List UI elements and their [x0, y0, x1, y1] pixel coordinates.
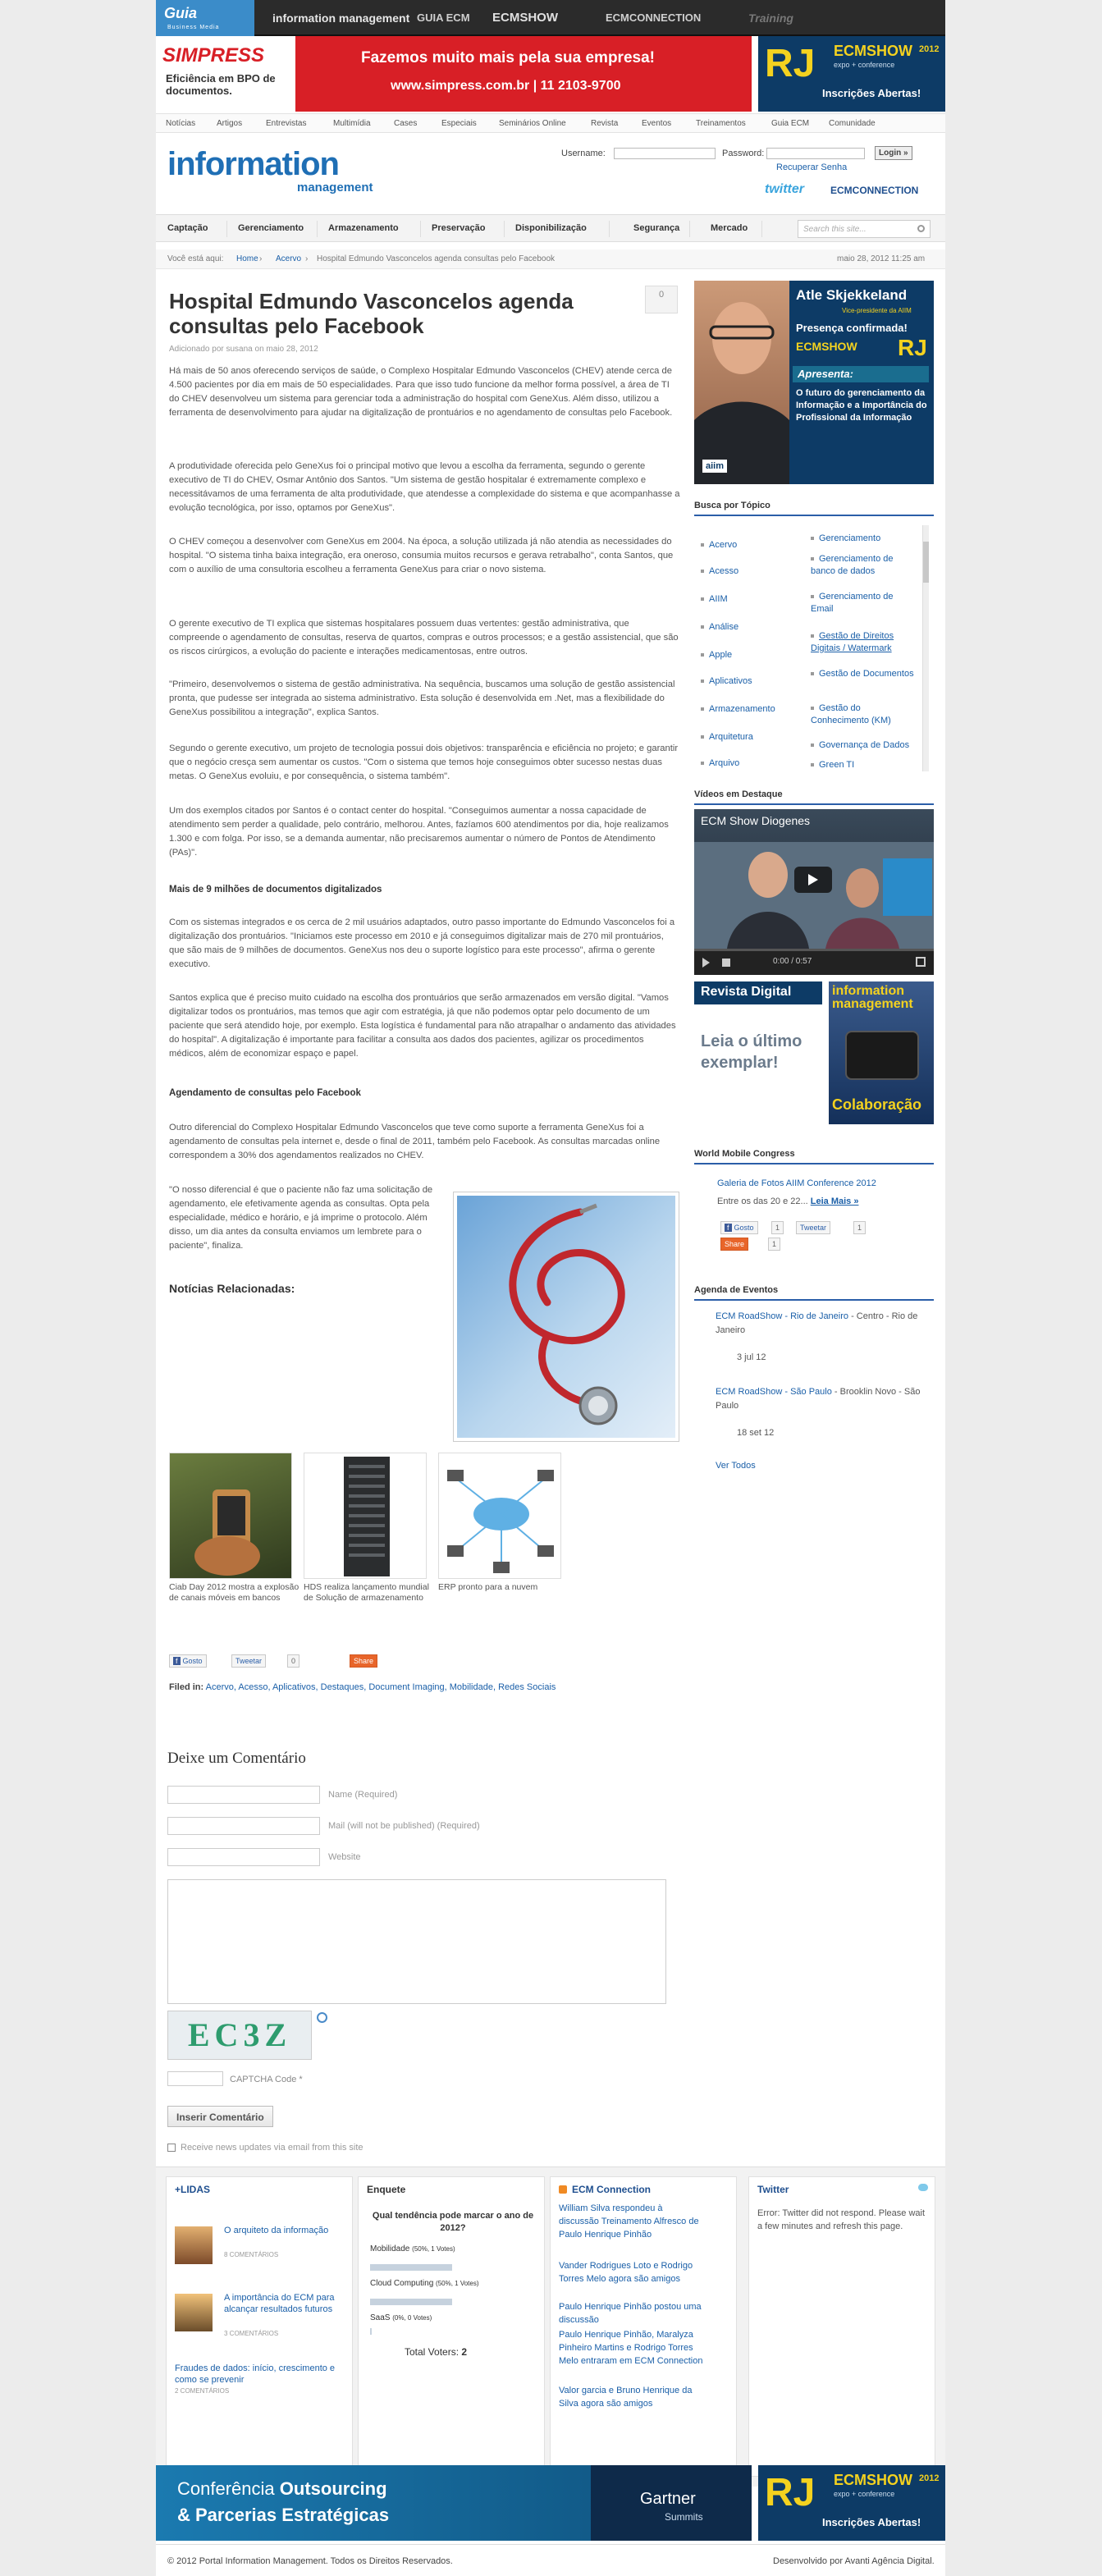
comment-website-input[interactable]	[167, 1848, 320, 1866]
gartner-logo: Gartner	[640, 2490, 696, 2508]
comment-mail-input[interactable]	[167, 1817, 320, 1835]
most-read-thumb[interactable]	[175, 2226, 213, 2264]
ecm-activity[interactable]: Vander Rodrigues Loto e Rodrigo Torres Melo agora são amigos	[559, 2261, 693, 2284]
most-read-thumb[interactable]	[175, 2294, 213, 2331]
breadcrumb-acervo[interactable]: Acervo	[276, 254, 302, 263]
most-read-link[interactable]: Fraudes de dados: início, crescimento e como se prevenir	[175, 2363, 336, 2385]
wmc-share-count: 1	[768, 1238, 780, 1251]
filed-label: Filed in:	[169, 1682, 204, 1692]
comment-name-input[interactable]	[167, 1786, 320, 1804]
topnav-multimidia[interactable]: Multimídia	[333, 119, 371, 128]
ad-apresenta: Apresenta:	[793, 366, 929, 382]
poll-title: Enquete	[367, 2184, 406, 2195]
simpress-brand: SIMPRESS	[162, 44, 265, 66]
ecm-connection-title[interactable]: ECM Connection	[572, 2184, 651, 2195]
site-logo-sub: management	[297, 181, 373, 194]
ecm-connection-box	[550, 2176, 737, 2477]
ecmshow-text: ECMSHOW	[834, 43, 912, 59]
captcha-input[interactable]	[167, 2071, 223, 2086]
article-paragraph: O CHEV começou a desenvolver com GeneXus em 2004. Na época, a solução utilizada já não atendia as necessidades do hospital. "O sistema tinha baixa integração, era oneroso, consumia muitos recursos e gerava retrabalho", conta Santos, que com o auxílio de uma consultoria escolheu a ferramenta GeneXus para criar o novo sistema.	[169, 537, 674, 574]
comment-website-label: Website	[328, 1852, 361, 1862]
twitter-logo[interactable]: twitter	[765, 182, 804, 196]
banner-line1: Conferência Outsourcing	[177, 2478, 387, 2499]
ecm-activity[interactable]: Valor garcia e Bruno Henrique da Silva agora são amigos	[559, 2386, 693, 2409]
password-input[interactable]	[766, 148, 865, 159]
tablet-image	[845, 1031, 919, 1080]
wmc-share[interactable]: Share	[720, 1238, 748, 1251]
article-paragraph: O gerente executivo de TI explica que sistemas hospitalares possuem duas vertentes: gestão administrativa, que compreende o agendamento de consultas, reserva de quartos, compras e outros processos; e a gestão assistencial, que são os riscos cirúrgicos, a evolução do paciente e interações medicamentosas, entre outros.	[169, 619, 679, 657]
nav-armazenamento[interactable]: Armazenamento	[328, 223, 399, 233]
topics-heading: Busca por Tópico	[694, 501, 934, 516]
breadcrumb-prefix: Você está aqui:	[167, 254, 224, 263]
video-controls	[694, 949, 934, 975]
nav-gerenciamento[interactable]: Gerenciamento	[238, 223, 304, 233]
related-caption[interactable]: HDS realiza lançamento mundial de Solução de armazenamento	[304, 1582, 429, 1603]
related-title: Notícias Relacionadas:	[169, 1282, 295, 1295]
article-paragraph: Um dos exemplos citados por Santos é o contact center do hospital. "Conseguimos aumentar a nossa capacidade de atendimento sem perder a qualidade, pelo contrário, melhorou. Antes, fazíamos 600 atendimentos por dia, hoje realizamos 1.300 e com folga. Por isso, se a demanda aumentar, não precisaremos aumentar o número de Pontos de Atendimento (PAs)".	[169, 806, 669, 858]
server-rack-image	[304, 1453, 428, 1580]
wmc-link[interactable]: Galeria de Fotos AIIM Conference 2012	[717, 1178, 876, 1188]
topic-link[interactable]: Gestão de Direitos Digitais / Watermark	[811, 631, 894, 653]
wmc-more-link[interactable]: Leia Mais »	[810, 1196, 859, 1206]
agenda-date: 3 jul 12	[737, 1352, 766, 1362]
videos-heading: Vídeos em Destaque	[694, 789, 934, 805]
video-title[interactable]: ECM Show Diogenes	[701, 814, 811, 827]
ecm-activity[interactable]: Paulo Henrique Pinhão postou uma discussão	[559, 2302, 702, 2325]
year-text: 2012	[919, 2473, 940, 2483]
poll-total: Total Voters: 2	[405, 2346, 468, 2358]
speaker-portrait	[694, 281, 789, 484]
volume-icon[interactable]	[722, 959, 730, 967]
rj-text: RJ	[765, 42, 816, 85]
breadcrumb: Você está aqui: Home › Acervo › Hospital Edmundo Vasconcelos agenda consultas pelo Facebook maio 28, 2012 11:25 am	[156, 249, 945, 269]
share-button[interactable]: Share	[350, 1654, 377, 1668]
topic-link[interactable]: Governança de Dados	[811, 740, 916, 750]
wmc-like-count: 1	[771, 1221, 784, 1234]
article-paragraph: Outro diferencial do Complexo Hospitalar Edmundo Vasconcelos que teve como suporte a ferramenta GeneXus foi a agendamento de consultas pela internet e, desde o final de 2011, também pelo Facebook. As consultas marcadas online correspondem a 30% dos agendamentos realizados no CHEV.	[169, 1123, 661, 1160]
topic-link[interactable]: Gestão do Conhecimento (KM)	[811, 703, 891, 725]
nav-disponibilizacao[interactable]: Disponibilização	[515, 223, 587, 233]
fullscreen-icon[interactable]	[916, 957, 926, 967]
agenda-item: ECM RoadShow - São Paulo - Brooklin Novo - São Paulo	[716, 1387, 921, 1411]
topnav-guia-ecm[interactable]: Guia ECM	[771, 119, 810, 128]
poll-option: SaaS (0%, 0 Votes)	[370, 2313, 432, 2322]
agenda-all-link[interactable]: Ver Todos	[716, 1461, 756, 1471]
twitter-error: Error: Twitter did not respond. Please wait a few minutes and refresh this page.	[757, 2208, 926, 2231]
comment-count-badge[interactable]: 0	[645, 286, 678, 313]
twitter-bird-icon	[918, 2184, 928, 2191]
username-label: Username:	[561, 149, 606, 158]
topnav-comunidade[interactable]: Comunidade	[829, 119, 876, 128]
nav-mercado[interactable]: Mercado	[711, 223, 748, 233]
refresh-captcha-icon[interactable]	[317, 2012, 327, 2023]
topic-link[interactable]: Arquitetura	[701, 732, 753, 742]
ad-rj: RJ	[898, 335, 927, 360]
most-read-meta: 8 COMENTÁRIOS	[224, 2251, 279, 2258]
expo-text: expo + conference	[834, 61, 895, 69]
wmc-text: Entre os das 20 e 22... Leia Mais »	[717, 1196, 859, 1206]
comment-textarea[interactable]	[167, 1879, 666, 2004]
cloud-network-image	[439, 1453, 562, 1580]
rj-cta: Inscrições Abertas!	[822, 87, 921, 99]
article-title: Hospital Edmundo Vasconcelos agenda consultas pelo Facebook	[169, 289, 574, 338]
related-thumbnail[interactable]	[169, 1453, 292, 1579]
agenda-date: 18 set 12	[737, 1428, 775, 1438]
most-read-box	[166, 2176, 353, 2477]
article-paragraph: Segundo o gerente executivo, um projeto de tecnologia possui dois objetivos: transparência e eficiência no projeto; e garantir que o negócio cresça sem aumentar os custos. "Com o sistema que temos hoje conseguimos obter sucesso nestas duas metas. O GeneXus evoluiu, e por consequência, o sistema também".	[169, 744, 679, 781]
ecmconnection-logo[interactable]: ECMCONNECTION	[830, 185, 919, 196]
topic-link[interactable]: Aplicativos	[701, 676, 752, 686]
developer-credit[interactable]: Desenvolvido por Avanti Agência Digital.	[773, 2556, 935, 2566]
poll-bar	[370, 2299, 452, 2305]
stethoscope-illustration	[457, 1196, 675, 1438]
revista-text: Leia o último exemplar!	[701, 1032, 802, 1072]
topnav-entrevistas[interactable]: Entrevistas	[266, 119, 307, 128]
search-input[interactable]: Search this site...	[798, 220, 931, 238]
filed-tags[interactable]: Acervo, Acesso, Aplicativos, Destaques, Document Imaging, Mobilidade, Redes Sociais	[205, 1682, 556, 1692]
network-training[interactable]: Training	[748, 11, 793, 25]
submit-comment-button[interactable]: Inserir Comentário	[167, 2106, 273, 2127]
filed-in	[169, 1682, 556, 1692]
captcha-label: CAPTCHA Code *	[230, 2075, 303, 2084]
related-thumbnail[interactable]	[438, 1453, 561, 1579]
video-time: 0:00 / 0:57	[773, 957, 812, 966]
top-nav	[156, 113, 945, 133]
password-label: Password:	[722, 149, 765, 158]
topic-link[interactable]: Apple	[701, 650, 732, 660]
ad-ecmshow: ECMSHOW	[796, 340, 857, 353]
topnav-artigos[interactable]: Artigos	[217, 119, 243, 128]
related-thumbnail[interactable]	[304, 1453, 427, 1579]
ad-speaker-name: Atle Skjekkeland	[796, 287, 908, 303]
comment-name-label: Name (Required)	[328, 1790, 398, 1800]
topnav-seminarios[interactable]: Seminários Online	[499, 119, 566, 128]
login-button[interactable]: Login »	[875, 146, 912, 160]
ecmshow-rj-banner-bottom[interactable]	[758, 2465, 945, 2541]
article-paragraph: "O nosso diferencial é que o paciente não faz uma solicitação de agendamento, ele efetivamente agenda as consultas. Opta pela especialidade, médico e horário, e já imprime o protocolo. Além disso, um dia antes da consulta enviamos um lembrete para o paciente", finaliza.	[169, 1185, 433, 1251]
notify-checkbox[interactable]	[167, 2144, 176, 2152]
network-ecmshow[interactable]: ECMSHOW	[492, 11, 558, 25]
most-read-title: +LIDAS	[175, 2184, 211, 2195]
site-logo[interactable]: information	[167, 146, 339, 182]
topnav-eventos[interactable]: Eventos	[642, 119, 672, 128]
speaker-photo	[694, 281, 789, 484]
topic-link[interactable]: Gestão de Documentos	[811, 668, 916, 680]
ad-speaker-role: Vice-presidente da AIIM	[842, 307, 912, 314]
topic-link[interactable]: Arquivo	[701, 758, 739, 768]
play-icon[interactable]	[702, 958, 710, 968]
simpress-tagline: Eficiência em BPO de documentos.	[166, 72, 276, 97]
article-paragraph: "Primeiro, desenvolvemos o sistema de gestão administrativa. Na sequência, buscamos uma solução de gestão assistencial pronta, que pudesse ser integrada ao sistema administrativo. Esta solução é desenvolvida em .Net, mas a flexibilidade do GeneXus possibilitou a integração", explica Santos.	[169, 679, 675, 717]
article-paragraph: Há mais de 50 anos oferecendo serviços de saúde, o Complexo Hospitalar Edmundo Vasconcelos (CHEV) atende cerca de 4.500 pacientes por dia em mais de 50 especialidades. Para que isso tudo funcione da melhor forma possível, a área de TI do CHEV desenvolveu um sistema para gerenciar toda a administração do hospital com GeneXus. Além disso, utilizou a ferramenta de desenvolvimento para ajudar na digitalização de prontuários e no agendamento de consultas pelo Facebook.	[169, 366, 673, 418]
topic-link[interactable]: AIIM	[701, 594, 728, 604]
nav-captacao[interactable]: Captação	[167, 223, 208, 233]
article-subheading: Agendamento de consultas pelo Facebook	[169, 1088, 361, 1098]
ecm-activity[interactable]: William Silva respondeu à discussão Treinamento Alfresco de Paulo Henrique Pinhão	[559, 2203, 699, 2240]
most-read-link[interactable]: A importância do ECM para alcançar resultados futuros	[224, 2293, 335, 2314]
wmc-tweet[interactable]: Tweetar	[796, 1221, 830, 1234]
mobile-phone-hand-image	[170, 1453, 293, 1580]
most-read-meta: 2 COMENTÁRIOS	[175, 2387, 230, 2395]
outsourcing-banner[interactable]	[156, 2465, 752, 2541]
network-bar	[156, 0, 945, 36]
banner-line2: & Parcerias Estratégicas	[177, 2505, 390, 2525]
nav-seguranca[interactable]: Segurança	[633, 223, 680, 233]
main-nav	[156, 214, 945, 242]
agenda-item: ECM RoadShow - Rio de Janeiro - Centro - Rio de Janeiro	[716, 1311, 918, 1335]
video-player[interactable]	[694, 809, 934, 975]
rj-cta: Inscrições Abertas!	[822, 2516, 921, 2528]
ecmshow-rj-banner[interactable]	[758, 36, 945, 112]
search-icon[interactable]	[917, 225, 925, 232]
wmc-heading: World Mobile Congress	[694, 1149, 934, 1164]
topic-link[interactable]: Gerenciamento	[811, 533, 916, 543]
twitter-title: Twitter	[757, 2184, 789, 2195]
topnav-revista[interactable]: Revista	[591, 119, 619, 128]
ecmshow-text: ECMSHOW	[834, 2472, 912, 2488]
recover-password-link[interactable]: Recuperar Senha	[776, 162, 848, 172]
aiim-logo: aiim	[702, 460, 727, 473]
topic-link[interactable]: Armazenamento	[701, 704, 775, 714]
topnav-noticias[interactable]: Notícias	[166, 119, 196, 128]
wmc-facebook-like[interactable]: f Gosto	[720, 1221, 758, 1234]
poll-option: Mobilidade (50%, 1 Votes)	[370, 2244, 455, 2253]
related-item[interactable]	[304, 1453, 435, 1604]
revista-cover-title: information management	[832, 984, 913, 1011]
poll-bar	[370, 2328, 372, 2335]
article-subheading: Mais de 9 milhões de documentos digitalizados	[169, 885, 382, 895]
article-paragraph: Santos explica que é preciso muito cuidado na escolha dos prontuários que serão armazenados em versão digital. "Vamos digitalizar todos os prontuários, mas temos que agir com estratégia, já que não podemos optar pelo documento de um paciente que será atendido hoje, por exemplo. Esta logística é fundamental para não atrapalhar o andamento das atividades do hospital". A digitalização é importante para facilitar a consulta aos dados dos pacientes, agilizar os procedimentos médicos, além de economizar espaço e papel.	[169, 993, 676, 1059]
agenda-link[interactable]: ECM RoadShow - Rio de Janeiro	[716, 1311, 849, 1321]
expo-text: expo + conference	[834, 2490, 895, 2498]
rj-text: RJ	[765, 2471, 816, 2514]
topics-scrollbar[interactable]	[922, 525, 929, 771]
agenda-heading: Agenda de Eventos	[694, 1285, 934, 1301]
topnav-cases[interactable]: Cases	[394, 119, 418, 128]
tweet-button[interactable]: Tweetar	[231, 1654, 266, 1668]
network-ecmconnection[interactable]: ECMCONNECTION	[606, 11, 702, 24]
rss-icon[interactable]	[559, 2185, 567, 2194]
page	[156, 0, 945, 2576]
ad-text: O futuro do gerenciamento da Informação e a Importância do Profissional da Informação	[796, 388, 927, 423]
breadcrumb-current: Hospital Edmundo Vasconcelos agenda consultas pelo Facebook	[317, 254, 555, 263]
play-button[interactable]	[794, 867, 832, 893]
banner-headline: Fazemos muito mais pela sua empresa!	[361, 49, 655, 66]
gartner-summits: Summits	[665, 2511, 703, 2523]
related-item[interactable]	[438, 1453, 569, 1593]
ad-confirm: Presença confirmada!	[796, 322, 908, 334]
article-paragraph: Com os sistemas integrados e os cerca de 2 mil usuários adaptados, outro passo importante do Edmundo Vasconcelos foi a digitalização dos prontuários. "Iniciamos este processo em 2010 e já conseguimos digitalizar mais de 270 mil prontuários, que são mais de 9 milhões de documentos. GeneXus nos deu o suporte logístico para este processo", afirma o gerente executivo.	[169, 917, 675, 969]
poll-option: Cloud Computing (50%, 1 Votes)	[370, 2279, 479, 2288]
notify-label: Receive news updates via email from this site	[181, 2143, 364, 2153]
topic-link[interactable]: Acervo	[701, 540, 737, 550]
guia-text: Guia	[164, 5, 198, 21]
poll-box	[358, 2176, 545, 2477]
copyright: © 2012 Portal Information Management. Todos os Direitos Reservados.	[167, 2556, 453, 2566]
topics-list	[697, 525, 931, 771]
revista-digital-ad[interactable]	[694, 981, 934, 1126]
revista-cover[interactable]	[829, 981, 934, 1124]
topic-link[interactable]: Green TI	[811, 760, 916, 770]
poll-question: Qual tendência pode marcar o ano de 2012?	[372, 2211, 534, 2233]
revista-label: Revista Digital	[694, 981, 822, 1004]
simpress-banner[interactable]	[156, 36, 752, 112]
comment-form-title: Deixe um Comentário	[167, 1750, 306, 1767]
topic-link[interactable]: Acesso	[701, 566, 738, 576]
tweet-count: 0	[287, 1654, 300, 1668]
most-read-link[interactable]: O arquiteto da informação	[224, 2226, 329, 2235]
topic-link[interactable]: Análise	[701, 622, 738, 632]
year-text: 2012	[919, 44, 940, 54]
agenda-link[interactable]: ECM RoadShow - São Paulo	[716, 1387, 832, 1397]
article-paragraph: A produtividade oferecida pelo GeneXus foi o principal motivo que levou a escolha da ferramenta, segundo o gerente executivo de TI do CHEV, Osmar Antônio dos Santos. "Um sistema de gestão hospitalar é extremamente complexo e necessitávamos de uma ferramenta de alta produtividade, que atendesse a complexidade do sistema e que acompanhasse a evolução tecnológica, por isso, optamos por GeneXus".	[169, 461, 680, 513]
breadcrumb-home[interactable]: Home	[236, 254, 258, 263]
network-information-management[interactable]: information management	[272, 11, 410, 25]
revista-cover-headline: Colaboração	[832, 1096, 922, 1113]
topic-link[interactable]: Gerenciamento de Email	[811, 592, 894, 614]
twitter-box	[748, 2176, 935, 2477]
aiim-event-ad[interactable]	[694, 281, 934, 484]
breadcrumb-date: maio 28, 2012 11:25 am	[837, 254, 926, 263]
article-photo	[453, 1192, 679, 1442]
topnav-especiais[interactable]: Especiais	[441, 119, 477, 128]
guia-sub: Business Media	[167, 25, 220, 30]
article-byline: Adicionado por susana on maio 28, 2012	[169, 345, 318, 354]
nav-preservacao[interactable]: Preservação	[432, 223, 486, 233]
captcha-image: EC3Z	[167, 2011, 312, 2060]
facebook-like-button[interactable]: f Gosto	[169, 1654, 207, 1668]
most-read-meta: 3 COMENTÁRIOS	[224, 2330, 279, 2337]
bottom-bar	[156, 2544, 945, 2576]
banner-contact: www.simpress.com.br | 11 2103-9700	[391, 79, 621, 93]
topic-link[interactable]: Gerenciamento de banco de dados	[811, 554, 894, 576]
guia-logo[interactable]	[156, 0, 254, 36]
wmc-tweet-count: 1	[853, 1221, 866, 1234]
poll-bar	[370, 2264, 452, 2271]
ecm-activity[interactable]: Paulo Henrique Pinhão, Maralyza Pinheiro Martins e Rodrigo Torres Melo entraram em ECM Connection	[559, 2330, 703, 2366]
video-progress[interactable]	[694, 949, 934, 951]
topnav-treinamentos[interactable]: Treinamentos	[696, 119, 746, 128]
network-guia-ecm[interactable]: GUIA ECM	[417, 11, 470, 24]
related-caption[interactable]: Ciab Day 2012 mostra a explosão de canais móveis em bancos	[169, 1582, 300, 1603]
username-input[interactable]	[614, 148, 716, 159]
related-caption[interactable]: ERP pronto para a nuvem	[438, 1582, 538, 1592]
related-item[interactable]	[169, 1453, 300, 1604]
comment-mail-label: Mail (will not be published) (Required)	[328, 1821, 480, 1831]
